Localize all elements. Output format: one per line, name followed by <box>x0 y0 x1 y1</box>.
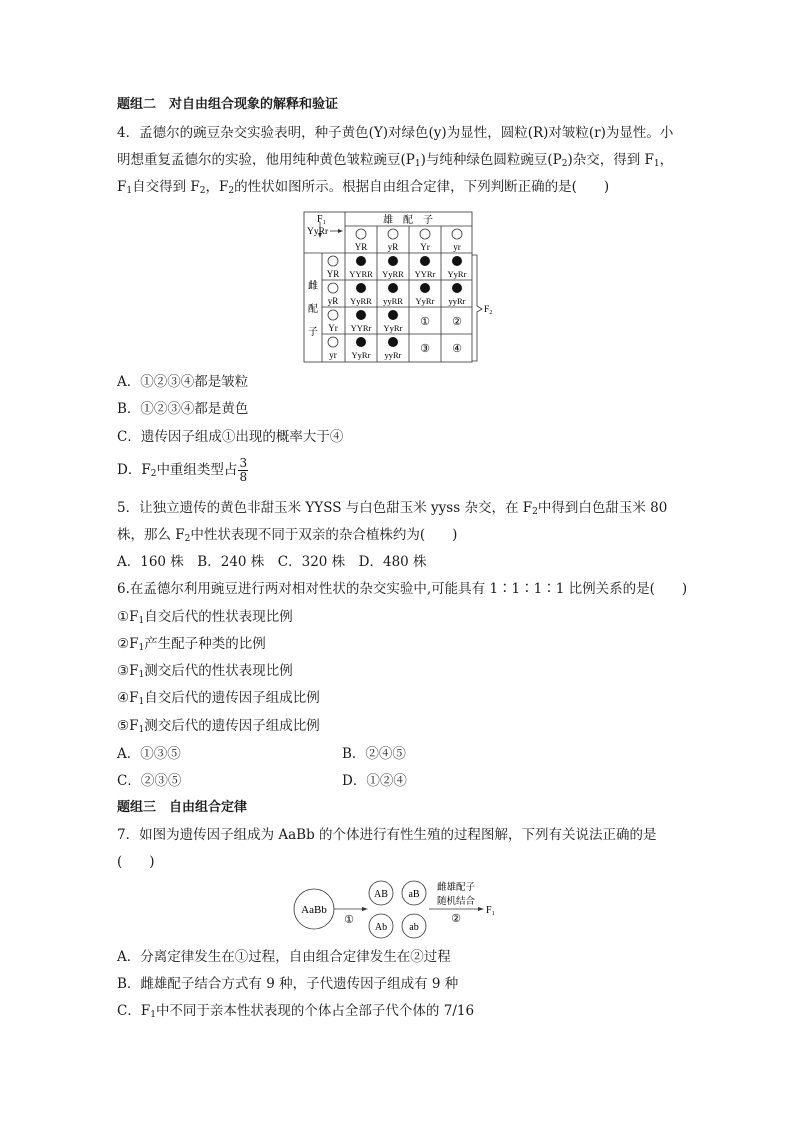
section-title-3: 题组三 自由组合定律 <box>117 800 248 815</box>
female-header-3: 子 <box>308 327 318 338</box>
offspring-genotype: YyRr <box>447 269 467 279</box>
step-1-label: ① <box>344 914 354 926</box>
offspring-genotype: YYRr <box>414 269 436 279</box>
q6-stem: 6.在孟德尔利用豌豆进行两对相对性状的杂交实验中,可能具有 1∶1∶1∶1 比例关系的是( ) <box>117 581 688 597</box>
q4-option-c: C．遗传因子组成①出现的概率大于④ <box>117 429 344 445</box>
offspring-genotype: yyRr <box>384 350 402 360</box>
male-gamete-label: yr <box>453 242 461 252</box>
offspring-genotype: YYRr <box>350 323 372 333</box>
offspring-seed-dot <box>356 256 366 266</box>
offspring-genotype: YyRR <box>350 296 372 306</box>
offspring-seed-dot <box>420 256 430 266</box>
q5-line-1: 5．让独立遗传的黄色非甜玉米 YYSS 与白色甜玉米 yyss 杂交，在 $F_2$中得到白色甜玉米 80 <box>117 500 668 517</box>
male-gamete-circle <box>452 229 462 239</box>
offspring-seed-dot <box>388 256 398 266</box>
note-random-2: 随机结合 <box>436 897 476 907</box>
gamete-aB: aB <box>408 889 420 900</box>
q7-line-2: ( ) <box>117 854 155 870</box>
q4-line-3: $F_1$自交得到 $F_2$，$F_2$的性状如图所示。根据自由组合定律，下列判断正确的是( ) <box>117 179 610 196</box>
offspring-unknown-marker: ④ <box>452 343 462 355</box>
offspring-genotype: YyRR <box>382 269 404 279</box>
note-random-1: 雌雄配子 <box>436 883 476 893</box>
q4-option-a: A．①②③④都是皱粒 <box>117 374 249 390</box>
q6-item-3: $③F_1$测交后代的性状表现比例 <box>117 663 293 680</box>
f1-genotype: YyRr <box>307 227 329 237</box>
section-title-2: 题组二 对自由组合现象的解释和验证 <box>117 97 339 112</box>
female-gamete-label: YR <box>326 269 340 279</box>
offspring-seed-dot <box>356 310 366 320</box>
q6-option-c: C．②③⑤ <box>117 773 182 789</box>
gamete-AB: AB <box>374 889 388 900</box>
offspring-genotype: YyRr <box>415 296 435 306</box>
f2-label: F₂ <box>484 305 493 315</box>
q4-line-2: 明想重复孟德尔的实验，他用纯种黄色皱粒豌豆$(P_1)$与纯种绿色圆粒豌豆$(P_2)$杂交，得到 $F_1$， <box>117 152 674 169</box>
punnett-square-figure <box>300 210 500 366</box>
offspring-unknown-marker: ③ <box>420 343 430 355</box>
female-gamete-circle <box>328 283 338 293</box>
fraction-3-8: $\frac{3}{8}$ <box>239 456 248 484</box>
q7-line-1: 7．如图为遗传因子组成为 AaBb 的个体进行有性生殖的过程图解，下列有关说法正确的是 <box>117 827 657 843</box>
male-gamete-circle <box>420 229 430 239</box>
parent-genotype: AaBb <box>301 904 327 916</box>
offspring-unknown-marker: ① <box>420 316 430 328</box>
female-gamete-circle <box>328 337 338 347</box>
q5-options: A．160 株 B．240 株 C．320 株 D．480 株 <box>117 554 427 570</box>
offspring-genotype: YyRr <box>383 323 403 333</box>
male-gamete-label: YR <box>354 242 368 252</box>
female-gamete-circle <box>328 256 338 266</box>
q7-option-c: C．$F_1$中不同于亲本性状表现的个体占全部子代个体的 7/16 <box>117 1003 475 1020</box>
q6-item-2: $②F_1$产生配子种类的比例 <box>117 636 266 653</box>
offspring-genotype: yyRR <box>383 296 403 306</box>
female-header-1: 雌 <box>308 281 318 292</box>
male-gamete-label: Yr <box>420 242 430 252</box>
offspring-seed-dot <box>388 337 398 347</box>
f1-result: F₁ <box>486 905 496 916</box>
female-header-2: 配 <box>308 304 318 315</box>
q6-option-d: D．①②④ <box>342 773 407 789</box>
offspring-seed-dot <box>452 283 462 293</box>
offspring-genotype: YYRR <box>349 269 373 279</box>
q6-item-5: $⑤F_1$测交后代的遗传因子组成比例 <box>117 718 320 735</box>
f1-label: F₁ <box>317 214 327 225</box>
step-2-label: ② <box>451 913 461 925</box>
q7-option-b: B．雌雄配子结合方式有 9 种，子代遗传因子组成有 9 种 <box>117 976 459 992</box>
gamete-ab: ab <box>409 922 419 933</box>
q5-line-2: 株，那么 $F_2$中性状表现不同于双亲的杂合植株约为( ) <box>117 527 458 544</box>
offspring-seed-dot <box>452 256 462 266</box>
q4-option-b: B．①②③④都是黄色 <box>117 401 249 417</box>
female-gamete-label: yR <box>327 296 339 306</box>
reproduction-flow-diagram <box>290 876 505 942</box>
offspring-seed-dot <box>356 283 366 293</box>
female-gamete-circle <box>328 310 338 320</box>
female-gamete-label: Yr <box>328 323 338 333</box>
gamete-Ab: Ab <box>374 922 388 933</box>
female-gamete-label: yr <box>329 350 337 360</box>
offspring-genotype: yyRr <box>448 296 466 306</box>
male-gamete-header: 雄 配 子 <box>383 215 433 226</box>
q4-line-1: 4．孟德尔的豌豆杂交实验表明，种子黄色(Y)对绿色(y)为显性，圆粒(R)对皱粒(r)为显性。小 <box>117 125 674 141</box>
q6-option-b: B．②④⑤ <box>342 746 406 762</box>
offspring-seed-dot <box>420 283 430 293</box>
male-gamete-label: yR <box>387 242 399 252</box>
q4-option-d: D．$F_2$中重组类型占 $\frac{3}{8}$ <box>117 456 248 484</box>
offspring-seed-dot <box>388 283 398 293</box>
q6-option-a: A．①③⑤ <box>117 746 181 762</box>
q6-item-1: $①F_1$自交后代的性状表现比例 <box>117 609 293 626</box>
offspring-seed-dot <box>388 310 398 320</box>
offspring-genotype: YyRr <box>351 350 371 360</box>
male-gamete-circle <box>388 229 398 239</box>
offspring-unknown-marker: ② <box>452 316 462 328</box>
male-gamete-circle <box>356 229 366 239</box>
q6-item-4: $④F_1$自交后代的遗传因子组成比例 <box>117 690 320 707</box>
offspring-seed-dot <box>356 337 366 347</box>
q7-option-a: A．分离定律发生在①过程，自由组合定律发生在②过程 <box>117 949 451 965</box>
